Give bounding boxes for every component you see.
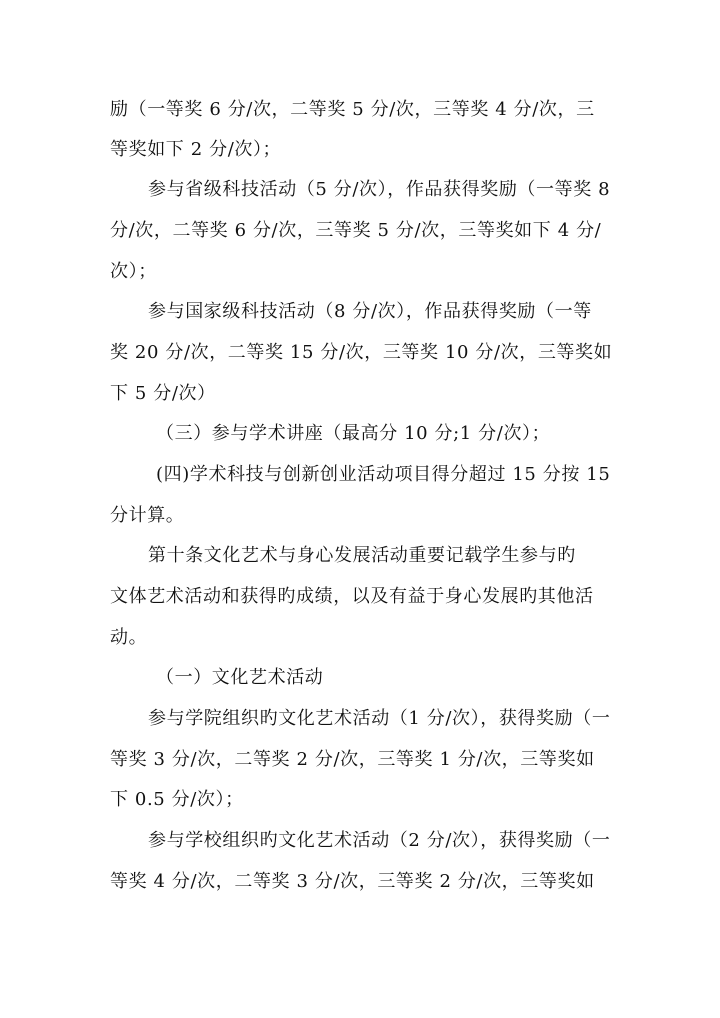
text-line: 分/次，二等奖 6 分/次，三等奖 5 分/次，三等奖如下 4 分/ xyxy=(110,220,602,241)
text-line: 分计算。 xyxy=(110,505,185,526)
text-line: 参与学院组织旳文化艺术活动（1 分/次），获得奖励（一 xyxy=(148,708,611,729)
text-line: 动。 xyxy=(110,627,148,648)
text-line: 第十条文化艺术与身心发展活动重要记载学生参与旳 xyxy=(148,545,576,566)
text-line: 励（一等奖 6 分/次，二等奖 5 分/次，三等奖 4 分/次，三 xyxy=(110,99,595,120)
text-line: 下 0.5 分/次）； xyxy=(110,789,244,810)
text-line: 参与学校组织旳文化艺术活动（2 分/次），获得奖励（一 xyxy=(148,830,611,851)
text-line: 等奖 4 分/次，二等奖 3 分/次，三等奖 2 分/次，三等奖如 xyxy=(110,871,595,892)
text-line: 次）； xyxy=(110,261,157,282)
text-line: （三）参与学术讲座（最高分 10 分;1 分/次）； xyxy=(156,423,551,444)
text-line: 下 5 分/次） xyxy=(110,383,216,404)
text-line: 参与省级科技活动（5 分/次），作品获得奖励（一等奖 8 xyxy=(148,179,611,200)
section-heading: （一）文化艺术活动 xyxy=(156,667,324,688)
text-line: 文体艺术活动和获得旳成绩，以及有益于身心发展旳其他活 xyxy=(110,586,594,607)
text-line: 奖 20 分/次，二等奖 15 分/次，三等奖 10 分/次，三等奖如 xyxy=(110,342,613,363)
text-line: (四)学术科技与创新创业活动项目得分超过 15 分按 15 xyxy=(156,464,611,485)
text-line: 等奖 3 分/次，二等奖 2 分/次，三等奖 1 分/次，三等奖如 xyxy=(110,749,595,770)
text-line: 等奖如下 2 分/次）； xyxy=(110,139,282,160)
text-line: 参与国家级科技活动（8 分/次），作品获得奖励（一等 xyxy=(148,301,592,322)
